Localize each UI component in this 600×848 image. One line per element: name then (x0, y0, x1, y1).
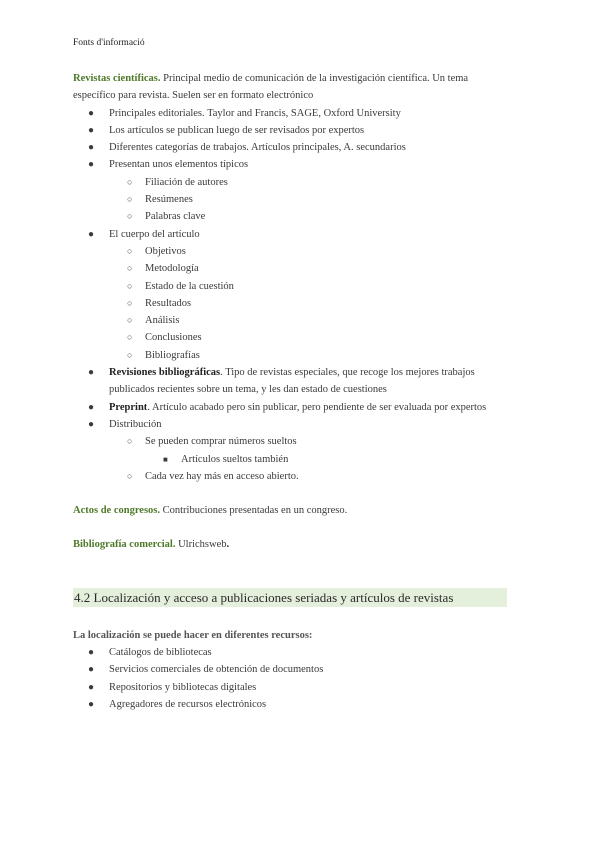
revistas-list (73, 105, 513, 486)
list-item: ● Distribución (73, 416, 513, 433)
page-header: Fonts d'informació (73, 38, 145, 48)
list-item: ● Repositorios y bibliotecas digitales (73, 679, 513, 696)
sub-list-item: ○ Palabras clave (73, 208, 513, 225)
bullet-icon: ● (88, 159, 95, 171)
sub-list-item: ○ Resultados (73, 295, 513, 312)
list-item: ● Revisiones bibliográficas. Tipo de revistas especiales, que recoge los mejores trabajos publicados recientes sobre un tema, y les dan estado de cuestiones (73, 364, 513, 399)
revistas-text: Principal medio de comunicación de la investigación científica. Un tema específico para revista. Suelen ser en formato electrónico (73, 73, 469, 102)
bullet-icon: ● (88, 401, 95, 413)
section-heading: 4.2 Localización y acceso a publicaciones seriadas y artículos de revistas (73, 588, 507, 607)
circle-bullet-icon: ○ (127, 263, 133, 274)
sub-list-item: ○ Estado de la cuestión (73, 278, 513, 295)
list-item: ● Preprint. Artículo acabado pero sin publicar, pero pendiente de ser evaluada por expertos (73, 399, 513, 416)
sub-sub-list-item: ■ Artículos sueltos también (73, 451, 513, 468)
circle-bullet-icon: ○ (127, 211, 133, 222)
document-body (73, 70, 513, 713)
sub-list-item: ○ Objetivos (73, 243, 513, 260)
circle-bullet-icon: ○ (127, 315, 133, 326)
bibliografia-paragraph: Bibliografía comercial. Ulrichsweb. (73, 539, 230, 551)
bullet-icon: ● (88, 418, 95, 430)
circle-bullet-icon: ○ (127, 349, 133, 360)
list-item: ● Los artículos se publican luego de ser revisados por expertos (73, 122, 513, 139)
list-item: ● Catálogos de bibliotecas (73, 644, 513, 661)
sub-list-item: ○ Análisis (73, 312, 513, 329)
circle-bullet-icon: ○ (127, 436, 133, 447)
sub-list-item: ○ Resúmenes (73, 191, 513, 208)
bullet-icon: ● (88, 107, 95, 119)
bullet-icon: ● (88, 228, 95, 240)
list-item: ● Agregadores de recursos electrónicos (73, 696, 513, 713)
bullet-icon: ● (88, 681, 95, 693)
circle-bullet-icon: ○ (127, 176, 133, 187)
sub-list-item: ○ Filiación de autores (73, 174, 513, 191)
list-item: ● Servicios comerciales de obtención de documentos (73, 661, 513, 678)
circle-bullet-icon: ○ (127, 280, 133, 291)
square-bullet-icon: ■ (163, 454, 168, 464)
circle-bullet-icon: ○ (127, 297, 133, 308)
bullet-icon: ● (88, 367, 95, 379)
circle-bullet-icon: ○ (127, 470, 133, 481)
bullet-icon: ● (88, 647, 95, 659)
bullet-icon: ● (88, 142, 95, 154)
list-item: ● Diferentes categorías de trabajos. Artículos principales, A. secundarios (73, 139, 513, 156)
sub-list-item: ○ Cada vez hay más en acceso abierto. (73, 468, 513, 485)
revistas-title: Revistas científicas. (73, 73, 161, 84)
circle-bullet-icon: ○ (127, 245, 133, 256)
revistas-paragraph (73, 70, 513, 105)
section-sub-heading: La localización se puede hacer en diferentes recursos: (73, 629, 313, 641)
sub-list-item: ○ Metodología (73, 260, 513, 277)
list-item: ● Principales editoriales. Taylor and Francis, SAGE, Oxford University (73, 105, 513, 122)
bullet-icon: ● (88, 698, 95, 710)
bullet-icon: ● (88, 124, 95, 136)
resources-list (73, 644, 513, 713)
actos-paragraph: Actos de congresos. Contribuciones presentadas en un congreso. (73, 505, 348, 517)
sub-list-item: ○ Conclusiones (73, 329, 513, 346)
bullet-icon: ● (88, 664, 95, 676)
circle-bullet-icon: ○ (127, 332, 133, 343)
list-item: ● El cuerpo del artículo (73, 226, 513, 243)
list-item: ● Presentan unos elementos típicos (73, 156, 513, 173)
circle-bullet-icon: ○ (127, 194, 133, 205)
sub-list-item: ○ Se pueden comprar números sueltos (73, 433, 513, 450)
sub-list-item: ○ Bibliografías (73, 347, 513, 364)
